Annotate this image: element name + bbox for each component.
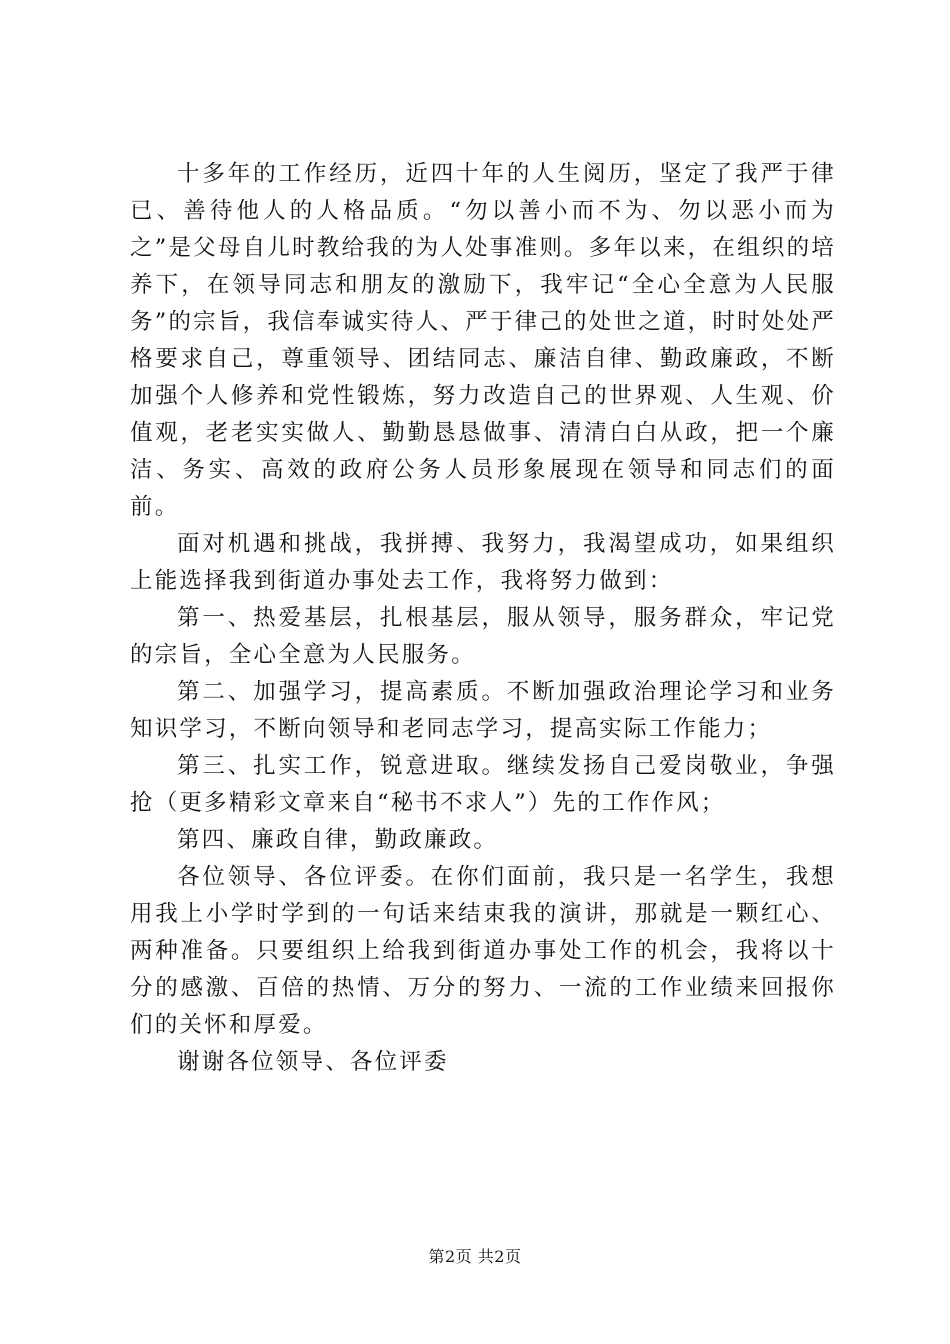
paragraph-point-two: 第二、加强学习，提高素质。不断加强政治理论学习和业务知识学习，不断向领导和老同志学习，提高实际工作能力； — [130, 679, 836, 742]
paragraph-point-one: 第一、热爱基层，扎根基层，服从领导，服务群众，牢记党的宗旨，全心全意为人民服务。 — [130, 605, 836, 668]
paragraph-point-four: 第四、廉政自律，勤政廉政。 — [177, 827, 499, 853]
document-body — [130, 156, 836, 1081]
paragraph-experience: 十多年的工作经历，近四十年的人生阅历，坚定了我严于律已、善待他人的人格品质。“勿以善小而不为、勿以恶小而为之”是父母自儿时教给我的为人处事准则。多年以来，在组织的培养下，在领导同志和朋友的激励下，我牢记“全心全意为人民服务”的宗旨，我信奉诚实待人、严于律己的处世之道，时时处处严格要求自己，尊重领导、团结同志、廉洁自律、勤政廉政，不断加强个人修养和党性锻炼，努力改造自己的世界观、人生观、价值观，老老实实做人、勤勤恳恳做事、清清白白从政，把一个廉洁、务实、高效的政府公务人员形象展现在领导和同志们的面前。 — [130, 161, 836, 520]
paragraph-opportunity: 面对机遇和挑战，我拼搏、我努力，我渴望成功，如果组织上能选择我到街道办事处去工作，我将努力做到： — [130, 531, 836, 594]
paragraph-point-three: 第三、扎实工作，锐意进取。继续发扬自己爱岗敬业，争强抢（更多精彩文章来自“秘书不求人”）先的工作作风； — [130, 753, 836, 816]
paragraph-thanks: 谢谢各位领导、各位评委 — [177, 1049, 449, 1075]
page-number-footer: 第2页 共2页 — [428, 1247, 522, 1266]
paragraph-closing: 各位领导、各位评委。在你们面前，我只是一名学生，我想用我上小学时学到的一句话来结束我的演讲，那就是一颗红心、两种准备。只要组织上给我到街道办事处工作的机会，我将以十分的感激、百倍的热情、万分的努力、一流的工作业绩来回报你们的关怀和厚爱。 — [130, 864, 836, 1038]
